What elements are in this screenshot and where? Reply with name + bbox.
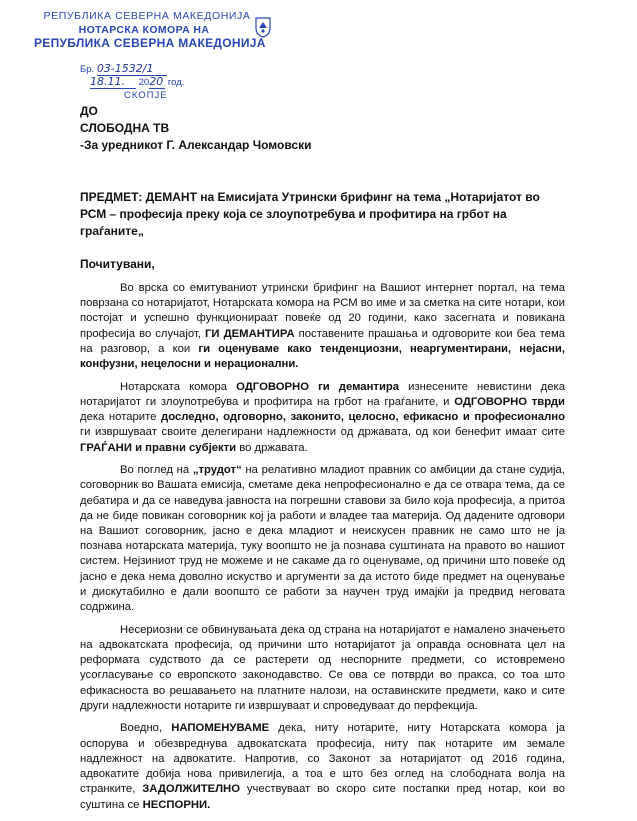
coat-of-arms-emblem bbox=[254, 16, 272, 38]
registry-stamp bbox=[34, 10, 266, 101]
paragraph bbox=[80, 281, 565, 372]
stamp-city: СКОПЈЕ bbox=[124, 90, 168, 101]
greeting: Почитувани, bbox=[80, 257, 155, 271]
text-segment: поставените прашања и одговорите кои беа тема на разговор, а кои bbox=[80, 327, 566, 355]
stamp-line-2: НОТАРСКА КОМОРА НА bbox=[78, 24, 210, 36]
text-segment: Воедно, bbox=[120, 722, 172, 735]
stamp-year-value: 20 bbox=[149, 75, 164, 88]
text-segment: Нотарската комора bbox=[120, 380, 237, 393]
text-segment: на релативно младиот правник со амбиции да стане судија, соговорник во Вашата емисија, сметаме дека непрофесионално е да се отвара тема, да се дебатира и да се наведува јавноста на погрешни ставови за било која професија, а притоа да не биде повикан соговорник кој ја работи и владее таа материја. Од дадените одговори на Вашиот соговорник, јасно е дека младиот и неискусен правник не само што не ја познава нотарската материја, туку воопшто не ја познава суштината на правото во нашиот систем. Нејзиниот труд не можеме и не сакаме да го оценуваме, од причини што повеќе од јасно е дека нема доволно искуство и аргументи за да истото биде предмет на оценување и дискутабилно е дали воопшто се работи за научен труд имајќи ја предвид неговата содржина. bbox=[80, 464, 565, 614]
stamp-number-value: 03-1532/1 bbox=[96, 62, 154, 75]
stamp-number-row bbox=[80, 62, 167, 76]
text-segment: изнесените невистини дека нотаријатот ги злоупотребува и профитира на грбот на граѓаните, и bbox=[80, 380, 565, 408]
recipient-block bbox=[80, 103, 311, 154]
bold-text-segment: ЗАДОЛЖИТЕЛНО bbox=[142, 783, 241, 796]
stamp-line-1: РЕПУБЛИКА СЕВЕРНА МАКЕДОНИЈА bbox=[43, 10, 251, 22]
recipient-name: СЛОБОДНА ТВ bbox=[80, 121, 170, 135]
paragraph bbox=[80, 623, 565, 714]
text-segment: во државата. bbox=[236, 441, 308, 454]
bold-text-segment: доследно, одговорно, законито, целосно, ефикасно и професионално bbox=[161, 411, 565, 424]
stamp-date-row bbox=[90, 75, 184, 89]
recipient-to: ДО bbox=[80, 104, 98, 118]
paragraph bbox=[80, 380, 565, 456]
bold-text-segment: НАПОМЕНУВАМЕ bbox=[171, 722, 270, 735]
bold-text-segment: ГИ ДЕМАНТИРА bbox=[205, 327, 295, 340]
text-segment: Во поглед на bbox=[120, 464, 193, 477]
bold-text-segment: ОДГОВОРНО тврди bbox=[454, 395, 565, 408]
text-segment: Во врска со емитуваниот утрински брифинг на Вашиот интернет портал, на тема поврзана со нотаријатот, Нотарската комора на РСМ во име и за сметка на сите нотари, кои постојат и успешно функционираат повеќе од 20 години, како засегната и повикана професија во случајот, bbox=[80, 282, 565, 340]
paragraph bbox=[80, 463, 565, 615]
stamp-year-suffix: год. bbox=[167, 77, 185, 88]
bold-text-segment: „трудот“ bbox=[192, 464, 242, 477]
paragraph bbox=[80, 721, 565, 812]
text-segment: Несериозни се обвинувањата дека од страна на нотаријатот е намалено значењето на адвокатската професија, од причини што нотаријатот ја оправда основната цел на реформата судството да се растерети од неспорните предмети, со истовремено усогласување со европското законодавство. Се ова се потврди во пракса, со тоа што ефикасноста во решавањето на платните налози, на оставинските предмети, како и сите други надлежности нотарите ги извршуваат и спроведуваат до перфекција. bbox=[80, 623, 565, 712]
text-segment: учествуваат во скоро сите постапки пред нотар, кои во суштина се bbox=[80, 783, 565, 811]
bold-text-segment: НЕСПОРНИ. bbox=[142, 798, 211, 811]
stamp-number-label: Бр. bbox=[80, 64, 95, 75]
recipient-attention: -За уредникот Г. Александар Чомовски bbox=[80, 138, 312, 152]
letter-body bbox=[80, 281, 565, 820]
text-segment: дека, ниту нотарите, ниту Нотарската комора ја оспорува и обезвреднува адвокатската професија, ниту пак нотарите им земале надлежност на адвокатите. Напротив, со Законот за нотаријатот од 2016 година, адвокатите добија нова привилегија, а тоа е што без оглед на слободната волја на странките, bbox=[80, 722, 566, 796]
bold-text-segment: ги оценуваме како тенденциозни, неаргументирани, нејасни, конфузни, нецелосни и нерационални. bbox=[80, 342, 566, 371]
bold-text-segment: ОДГОВОРНО ги демантира bbox=[236, 380, 400, 393]
bold-text-segment: ГРАЃАНИ и правни субјекти bbox=[80, 441, 237, 454]
text-segment: дека нотарите bbox=[80, 411, 162, 424]
stamp-line-3: РЕПУБЛИКА СЕВЕРНА МАКЕДОНИЈА bbox=[34, 36, 266, 50]
subject-line: ПРЕДМЕТ: ДЕМАНТ на Емисијата Утрински брифинг на тема „Нотаријатот во РСМ – професија преку која се злоупотребува и профитира на грбот на граѓаните„ bbox=[80, 190, 540, 238]
stamp-date-value: 18.11. bbox=[90, 75, 125, 88]
stamp-year-prefix: 20 bbox=[138, 77, 150, 88]
text-segment: ги извршуваат своите делегирани надлежности од државата, од кои бенефит имаат сите bbox=[80, 426, 565, 439]
